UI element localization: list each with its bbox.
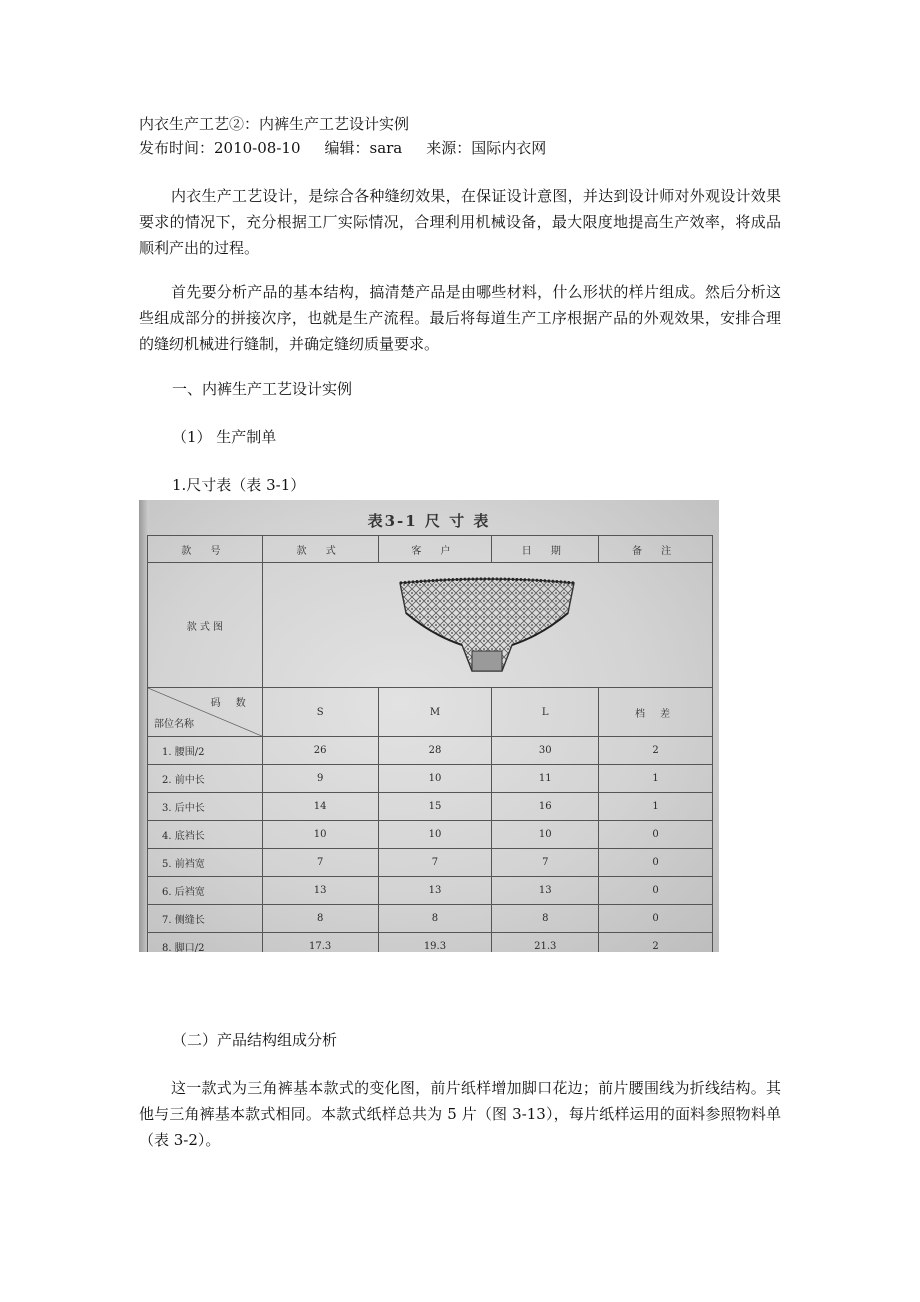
table-header-row xyxy=(148,536,713,563)
subsection-heading-1: （1） 生产制单 xyxy=(172,428,277,446)
value-s: 17.3 xyxy=(262,933,378,953)
value-l: 7 xyxy=(492,849,599,877)
table-row xyxy=(148,905,713,933)
value-grade: 1 xyxy=(599,765,713,793)
value-m: 28 xyxy=(378,737,492,765)
article-meta xyxy=(139,137,546,159)
value-grade: 1 xyxy=(599,793,713,821)
value-m: 8 xyxy=(378,905,492,933)
value-s: 9 xyxy=(262,765,378,793)
table-row xyxy=(148,765,713,793)
value-s: 26 xyxy=(262,737,378,765)
style-image-row xyxy=(148,563,713,688)
value-grade: 0 xyxy=(599,877,713,905)
value-m: 10 xyxy=(378,765,492,793)
header-cell: 备 注 xyxy=(599,536,713,563)
value-m: 10 xyxy=(378,821,492,849)
table-row xyxy=(148,793,713,821)
size-header: S xyxy=(262,688,378,737)
header-cell: 日 期 xyxy=(492,536,599,563)
size-table-photo xyxy=(139,500,719,952)
header-cell: 款 号 xyxy=(148,536,263,563)
value-m: 15 xyxy=(378,793,492,821)
value-l: 10 xyxy=(492,821,599,849)
size-table-title: 表3-1 尺 寸 表 xyxy=(367,512,491,530)
brief-illustration-icon xyxy=(392,573,582,677)
value-l: 11 xyxy=(492,765,599,793)
structure-paragraph: 这一款式为三角裤基本款式的变化图，前片纸样增加脚口花边；前片腰围线为折线结构。其他与三角裤基本款式相同。本款式纸样总共为 5 片（图 3-13），每片纸样运用的面料参照物料单（表 3-2）。 xyxy=(139,1079,781,1149)
part-name: 6. 后裆宽 xyxy=(148,877,263,905)
part-name: 7. 侧缝长 xyxy=(148,905,263,933)
table-row xyxy=(148,737,713,765)
style-image-cell xyxy=(262,563,712,688)
value-m: 7 xyxy=(378,849,492,877)
part-name: 3. 后中长 xyxy=(148,793,263,821)
table-row xyxy=(148,821,713,849)
size-table-caption: 1.尺寸表（表 3-1） xyxy=(172,476,306,494)
part-name: 5. 前裆宽 xyxy=(148,849,263,877)
intro-paragraph: 内衣生产工艺设计，是综合各种缝纫效果，在保证设计意图，并达到设计师对外观设计效果要求的情况下，充分根据工厂实际情况，合理利用机械设备，最大限度地提高生产效率，将成品顺利产出的过程。 xyxy=(139,187,781,257)
part-name: 1. 腰围/2 xyxy=(148,737,263,765)
value-s: 8 xyxy=(262,905,378,933)
diagonal-header-cell xyxy=(148,688,263,737)
subsection-heading-2: （二）产品结构组成分析 xyxy=(172,1031,338,1049)
value-m: 13 xyxy=(378,877,492,905)
value-s: 7 xyxy=(262,849,378,877)
size-table xyxy=(147,535,713,952)
value-grade: 0 xyxy=(599,905,713,933)
value-l: 16 xyxy=(492,793,599,821)
value-grade: 0 xyxy=(599,821,713,849)
size-header-row xyxy=(148,688,713,737)
publish-date: 发布时间：2010-08-10 xyxy=(139,139,301,157)
value-l: 13 xyxy=(492,877,599,905)
table-row xyxy=(148,849,713,877)
size-axis-label: 码 数 xyxy=(210,698,252,709)
section-heading-1: 一、内裤生产工艺设计实例 xyxy=(172,380,353,398)
value-grade: 0 xyxy=(599,849,713,877)
value-grade: 2 xyxy=(599,933,713,953)
value-s: 10 xyxy=(262,821,378,849)
size-header: L xyxy=(492,688,599,737)
value-s: 13 xyxy=(262,877,378,905)
value-l: 8 xyxy=(492,905,599,933)
style-label: 款 式 图 xyxy=(148,563,263,688)
header-cell: 款 式 xyxy=(262,536,378,563)
size-header: 档 差 xyxy=(599,688,713,737)
table-row xyxy=(148,877,713,905)
part-name: 2. 前中长 xyxy=(148,765,263,793)
size-header: M xyxy=(378,688,492,737)
value-m: 19.3 xyxy=(378,933,492,953)
header-cell: 客 户 xyxy=(378,536,492,563)
value-l: 21.3 xyxy=(492,933,599,953)
part-name: 4. 底裆长 xyxy=(148,821,263,849)
value-grade: 2 xyxy=(599,737,713,765)
article-title: 内衣生产工艺②：内裤生产工艺设计实例 xyxy=(139,115,410,133)
source: 来源：国际内衣网 xyxy=(426,139,547,157)
value-s: 14 xyxy=(262,793,378,821)
value-l: 30 xyxy=(492,737,599,765)
part-name: 8. 脚口/2 xyxy=(148,933,263,953)
part-axis-label: 部位名称 xyxy=(154,719,194,730)
editor: 编辑：sara xyxy=(324,139,403,157)
analysis-paragraph: 首先要分析产品的基本结构，搞清楚产品是由哪些材料，什么形状的样片组成。然后分析这些组成部分的拼接次序，也就是生产流程。最后将每道生产工序根据产品的外观效果，安排合理的缝纫机械进行缝制，并确定缝纫质量要求。 xyxy=(139,283,781,353)
table-row xyxy=(148,933,713,953)
